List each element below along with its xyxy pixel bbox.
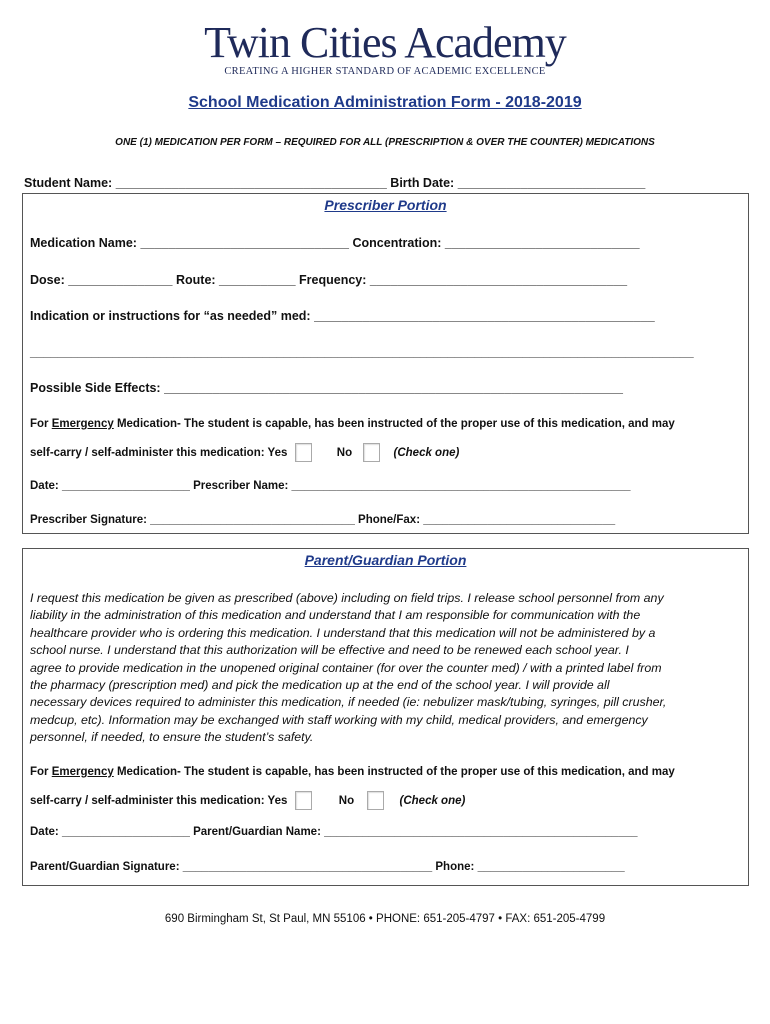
- form-title: School Medication Administration Form - 2018-2019: [188, 94, 582, 111]
- emergency-rest-text: Medication- The student is capable, has been instructed of the proper use of this medication, and may: [116, 766, 675, 778]
- prescriber-date-field[interactable]: ____________________: [61, 480, 190, 492]
- consent-line: medcup, etc). Information may be exchanged with staff working with my child, medical providers, and emergency: [30, 712, 648, 727]
- emergency-word: Emergency: [51, 418, 114, 430]
- side-effects-line: [30, 381, 623, 395]
- self-carry-text: self-carry / self-administer this medication: Yes: [30, 447, 288, 459]
- medication-line: [30, 236, 640, 250]
- route-field[interactable]: ___________: [219, 273, 296, 287]
- emergency-for-text: For: [30, 766, 49, 778]
- check-one-text: (Check one): [399, 795, 466, 807]
- parent-yes-checkbox[interactable]: [295, 791, 312, 810]
- guardian-phone-field[interactable]: _______________________: [477, 861, 625, 873]
- birth-date-label: Birth Date:: [390, 176, 455, 190]
- prescriber-name-label: Prescriber Name:: [193, 480, 289, 492]
- dose-field[interactable]: _______________: [68, 273, 173, 287]
- dose-label: Dose:: [30, 273, 65, 287]
- parent-date-label: Date:: [30, 826, 59, 838]
- parent-self-carry-line: [30, 791, 465, 810]
- school-logo-title: Twin Cities Academy: [204, 18, 566, 67]
- prescriber-yes-checkbox[interactable]: [295, 443, 312, 462]
- consent-line: agree to provide medication in the unopened original container (for over the counter med) / with a printed label from: [30, 660, 662, 675]
- consent-line: liability in the administration of this medication and understand that I am responsible for communication with the: [30, 608, 641, 623]
- concentration-field[interactable]: ____________________________: [444, 236, 640, 250]
- emergency-for-text: For: [30, 418, 49, 430]
- consent-line: the pharmacy (prescription med) and pick the medication up at the end of the school year. I will provide all: [30, 678, 610, 693]
- route-label: Route:: [175, 273, 216, 287]
- side-effects-field[interactable]: __________________________________________________________________: [164, 381, 623, 395]
- guardian-signature-label: Parent/Guardian Signature:: [30, 861, 180, 873]
- no-label: No: [336, 447, 353, 459]
- phone-fax-field[interactable]: ______________________________: [423, 514, 616, 526]
- parent-consent-paragraph: [30, 590, 745, 747]
- no-label: No: [338, 795, 355, 807]
- prescriber-name-field[interactable]: _____________________________________________________: [291, 480, 631, 492]
- medication-name-field[interactable]: ______________________________: [140, 236, 350, 250]
- indication-label: Indication or instructions for “as needed” med:: [30, 309, 311, 323]
- footer-address: 690 Birmingham St, St Paul, MN 55106 • PHONE: 651-205-4797 • FAX: 651-205-4799: [164, 913, 606, 925]
- medication-name-label: Medication Name:: [30, 236, 137, 250]
- student-name-field[interactable]: _______________________________________: [115, 176, 387, 190]
- parent-signature-line: [30, 861, 625, 873]
- parent-date-line: [30, 826, 638, 838]
- student-name-label: Student Name:: [24, 176, 113, 190]
- consent-line: personnel, if needed, to ensure the student’s safety.: [30, 730, 314, 745]
- emergency-rest-text: Medication- The student is capable, has been instructed of the proper use of this medication, and may: [116, 418, 675, 430]
- student-info-line: [24, 176, 645, 190]
- self-carry-text: self-carry / self-administer this medication: Yes: [30, 795, 288, 807]
- school-logo-tagline: CREATING A HIGHER STANDARD OF ACADEMIC EXCELLENCE: [224, 66, 546, 77]
- concentration-label: Concentration:: [352, 236, 442, 250]
- prescriber-self-carry-line: [30, 443, 459, 462]
- consent-line: healthcare provider who is ordering this medication. I understand that this medication will not be administered by a: [30, 625, 656, 640]
- prescriber-date-label: Date:: [30, 480, 59, 492]
- prescriber-emergency-statement: [30, 418, 675, 430]
- guardian-phone-label: Phone:: [435, 861, 475, 873]
- parent-portion-title: Parent/Guardian Portion: [304, 552, 467, 568]
- check-one-text: (Check one): [393, 447, 460, 459]
- parent-emergency-statement: [30, 766, 675, 778]
- guardian-name-field[interactable]: _________________________________________________: [324, 826, 638, 838]
- prescriber-signature-line: [30, 514, 615, 526]
- parent-date-field[interactable]: ____________________: [61, 826, 190, 838]
- prescriber-signature-field[interactable]: ________________________________: [150, 514, 355, 526]
- indication-field[interactable]: _________________________________________________: [314, 309, 655, 323]
- emergency-word: Emergency: [51, 766, 114, 778]
- frequency-field[interactable]: _____________________________________: [369, 273, 628, 287]
- prescriber-date-line: [30, 480, 631, 492]
- prescriber-no-checkbox[interactable]: [363, 443, 380, 462]
- form-subtitle: ONE (1) MEDICATION PER FORM – REQUIRED FOR ALL (PRESCRIPTION & OVER THE COUNTER) MEDICATIONS: [115, 137, 655, 148]
- guardian-signature-field[interactable]: _______________________________________: [182, 861, 433, 873]
- phone-fax-label: Phone/Fax:: [358, 514, 421, 526]
- indication-line: [30, 309, 655, 323]
- frequency-label: Frequency:: [299, 273, 367, 287]
- birth-date-field[interactable]: ___________________________: [457, 176, 646, 190]
- side-effects-label: Possible Side Effects:: [30, 381, 161, 395]
- dose-line: [30, 273, 627, 287]
- parent-no-checkbox[interactable]: [367, 791, 384, 810]
- consent-line: school nurse. I understand that this authorization will be effective and need to be renewed each school year. I: [30, 643, 629, 658]
- consent-line: necessary devices required to administer this medication, if needed (ie: nebulizer mask/tubing, syringes, pill crusher,: [30, 695, 667, 710]
- consent-line: I request this medication be given as prescribed (above) including on field trips. I release school personnel from any: [30, 591, 664, 605]
- indication-field-continued[interactable]: _________________________________________________________________________________________________: [30, 345, 694, 359]
- prescriber-signature-label: Prescriber Signature:: [30, 514, 147, 526]
- prescriber-portion-title: Prescriber Portion: [324, 197, 447, 213]
- guardian-name-label: Parent/Guardian Name:: [193, 826, 321, 838]
